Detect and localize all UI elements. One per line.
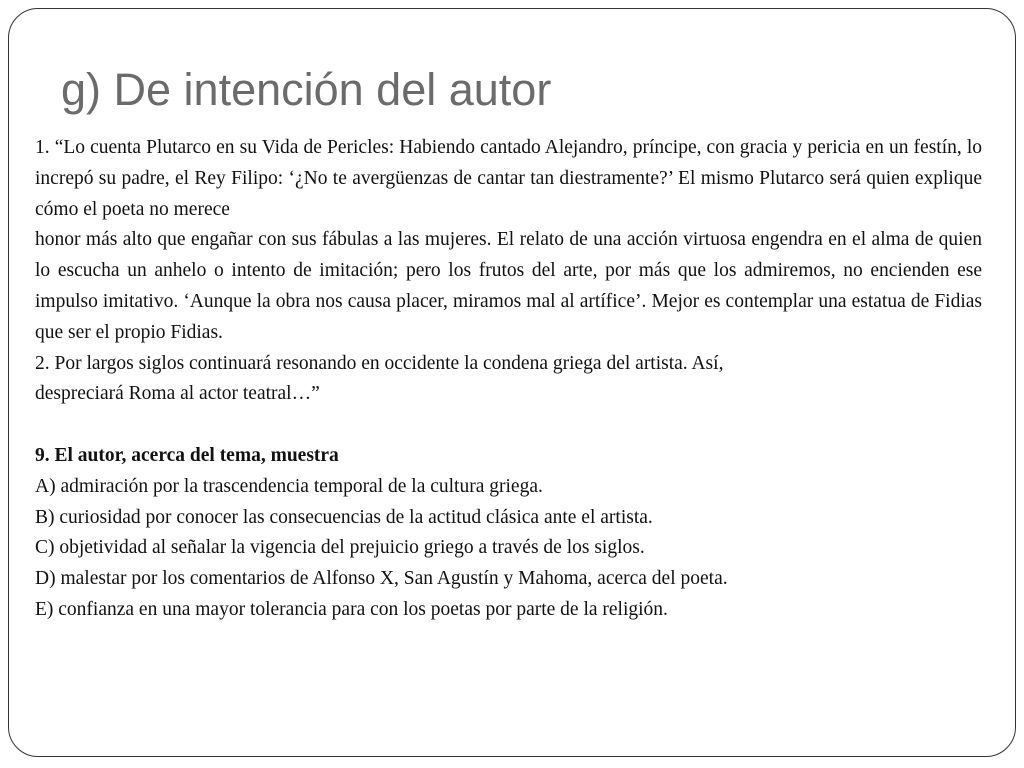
- passage-paragraph-1a: 1. “Lo cuenta Plutarco en su Vida de Pericles: Habiendo cantado Alejandro, príncipe, con gracia y pericia en un festín, lo increpó su padre, el Rey Filipo: ‘¿No te avergüenzas de cantar tan diestramente?’ El mismo Plutarco será quien explique cómo el poeta no merece: [35, 137, 982, 220]
- question-prompt: 9. El autor, acerca del tema, muestra: [35, 444, 339, 466]
- slide-title: g) De intención del autor: [61, 64, 552, 115]
- slide-body: [35, 133, 982, 626]
- answer-option-c: C) objetividad al señalar la vigencia del prejuicio griego a través de los siglos.: [35, 537, 645, 559]
- answer-option-d: D) malestar por los comentarios de Alfonso X, San Agustín y Mahoma, acerca del poeta.: [35, 568, 728, 590]
- answer-option-e: E) confianza en una mayor tolerancia para con los poetas por parte de la religión.: [35, 598, 668, 620]
- spacer: [35, 410, 982, 441]
- answer-option-a: A) admiración por la trascendencia temporal de la cultura griega.: [35, 475, 543, 497]
- passage-paragraph-2-line-2: despreciará Roma al actor teatral…”: [35, 383, 320, 405]
- passage-paragraph-1b: honor más alto que engañar con sus fábulas a las mujeres. El relato de una acción virtuosa engendra en el alma de quien lo escucha un anhelo o intento de imitación; pero los frutos del arte, por más que los admiremos, no encienden ese impulso imitativo. ‘Aunque la obra nos causa placer, miramos mal al artífice’. Mejor es contemplar una estatua de Fidias que ser el propio Fidias.: [35, 229, 982, 343]
- answer-option-b: B) curiosidad por conocer las consecuencias de la actitud clásica ante el artista.: [35, 506, 653, 528]
- passage-paragraph-2-line-1: 2. Por largos siglos continuará resonando en occidente la condena griega del artista. Así,: [35, 352, 724, 374]
